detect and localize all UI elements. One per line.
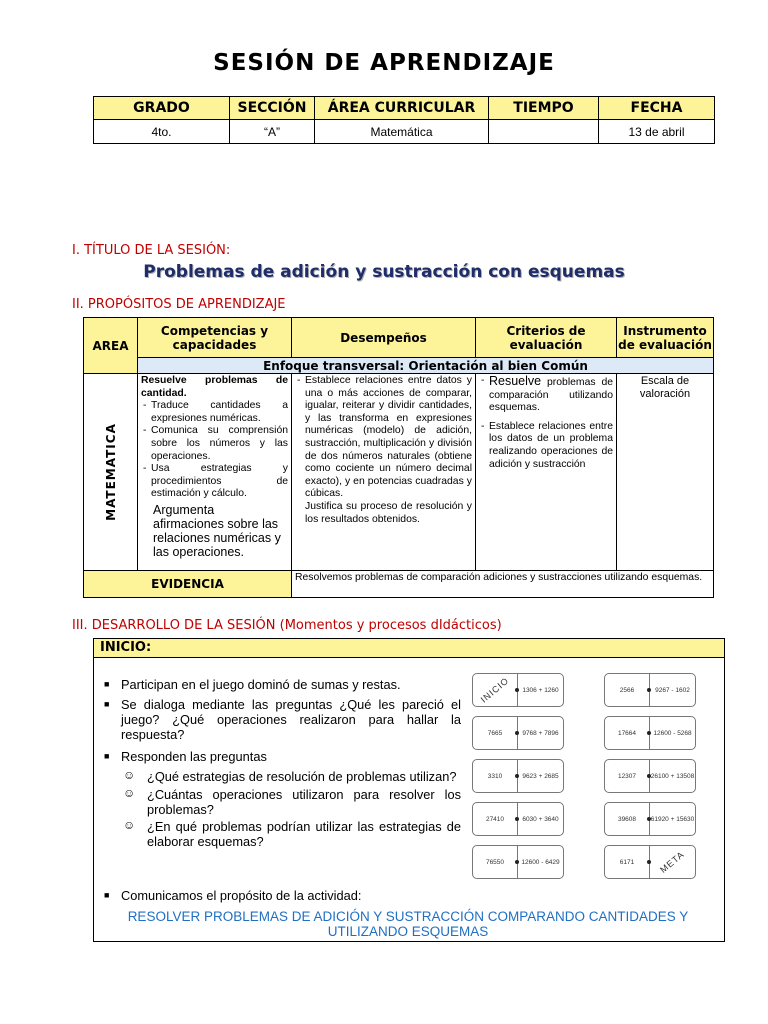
domino-left: 39608 xyxy=(617,815,637,823)
domino-right: 9267 - 1602 xyxy=(655,686,690,694)
domino-right: 12600 - 6429 xyxy=(521,858,560,866)
section-3-heading: III. DESARROLLO DE LA SESIÓN (Momentos y procesos dIdácticos) xyxy=(72,618,502,633)
domino-left: 7665 xyxy=(487,729,503,737)
domino-right: 26100 + 13508 xyxy=(650,772,695,780)
header-area: AREA xyxy=(84,318,138,374)
info-header-grado: GRADO xyxy=(94,97,230,120)
info-table xyxy=(93,96,715,144)
domino-left: 3310 xyxy=(487,772,503,780)
communicate-text: Comunicamos el propósito de la actividad: xyxy=(121,888,362,903)
info-value-tiempo xyxy=(489,120,599,144)
inicio-bullet: Responden las preguntas xyxy=(121,749,267,764)
session-title: Problemas de adición y sustracción con esquemas xyxy=(143,262,625,282)
info-value-fecha: 13 de abril xyxy=(599,120,715,144)
domino-left: 76550 xyxy=(485,858,505,866)
header-desempenos: Desempeños xyxy=(292,318,476,358)
question-item: ¿Qué estrategias de resolución de problemas utilizan? xyxy=(147,769,457,784)
instrumento-value: Escala de valoración xyxy=(639,375,691,400)
question-item: ¿Cuántas operaciones utilizaron para resolver los problemas? xyxy=(147,787,461,817)
domino-tile xyxy=(472,845,564,879)
domino-left: 2566 xyxy=(619,686,635,694)
enfoque-transversal: Enfoque transversal: Orientación al bien Común xyxy=(138,358,714,374)
info-header-fecha: FECHA xyxy=(599,97,715,120)
smiley-icon: ☺ xyxy=(123,818,136,832)
competencias-cell xyxy=(138,374,292,571)
domino-tile xyxy=(604,759,696,793)
domino-left: 27410 xyxy=(485,815,505,823)
desempeno-justifica: Justifica su proceso de resolución y los resultados obtenidos. xyxy=(305,500,472,525)
bullet-icon: ■ xyxy=(104,890,110,900)
domino-left: 6171 xyxy=(619,858,635,866)
desempeno-item: - Establece relaciones entre datos y una o más acciones de comparar, igualar, reiterar y dividir cantidades, y las transforma en expresiones numéricas (modelo) de adición, sustracción, multiplicación y división de dos números naturales (obtiene como cociente un número decimal exacto), y en potencias cuadradas y cúbicas. xyxy=(295,375,472,501)
domino-right: 6030 + 3640 xyxy=(522,815,559,823)
domino-tile xyxy=(604,845,696,879)
bullet-icon: ■ xyxy=(104,679,110,689)
evidencia-text: Resolvemos problemas de comparación adiciones y sustracciones utilizando esquemas. xyxy=(295,572,703,583)
evidencia-label: EVIDENCIA xyxy=(84,571,292,598)
competencia-title: Resuelve problemas de cantidad. xyxy=(141,375,288,399)
smiley-icon: ☺ xyxy=(123,786,136,800)
criterio-item: - Establece relaciones entre los datos de un problema realizando operaciones de adición y sustracción xyxy=(479,421,613,471)
domino-tile xyxy=(472,802,564,836)
bullet-icon: ■ xyxy=(104,699,110,709)
capacidad-argumenta: Argumenta afirmaciones sobre las relaciones numéricas y las operaciones. xyxy=(153,502,281,559)
inicio-box xyxy=(93,638,725,942)
domino-left: 17664 xyxy=(617,729,637,737)
info-value-seccion: “A” xyxy=(230,120,315,144)
domino-right: META xyxy=(658,849,687,875)
info-header-tiempo: TIEMPO xyxy=(489,97,599,120)
domino-tile xyxy=(604,716,696,750)
capacidad-item: - Traduce cantidades a expresiones numéricas. xyxy=(141,400,288,425)
info-header-seccion: SECCIÓN xyxy=(230,97,315,120)
domino-right: 9623 + 2685 xyxy=(522,772,559,780)
proposito-text: RESOLVER PROBLEMAS DE ADICIÓN Y SUSTRACCIÓN COMPARANDO CANTIDADES Y UTILIZANDO ESQUEMAS xyxy=(127,909,689,939)
info-value-area: Matemática xyxy=(315,120,489,144)
info-header-area: ÁREA CURRICULAR xyxy=(315,97,489,120)
purposes-table xyxy=(83,317,714,598)
bullet-icon: ■ xyxy=(104,751,110,761)
domino-left: 12307 xyxy=(617,772,637,780)
smiley-icon: ☺ xyxy=(123,768,136,782)
area-matematica: MATEMATICA xyxy=(103,423,118,521)
criterio-rest: problemas de comparación utilizando esquemas. xyxy=(489,377,613,414)
header-instrumento: Instrumento de evaluación xyxy=(617,318,714,358)
capacidad-item: - Usa estrategias y procedimientos de estimación y cálculo. xyxy=(141,463,288,501)
instrumento-cell xyxy=(617,374,714,571)
domino-right: 61920 + 15630 xyxy=(650,815,695,823)
header-criterios: Criterios de evaluación xyxy=(476,318,617,358)
domino-tile xyxy=(472,673,564,707)
domino-tile xyxy=(604,673,696,707)
info-value-grado: 4to. xyxy=(94,120,230,144)
domino-tile xyxy=(604,802,696,836)
criterio-resuelve: Resuelve xyxy=(489,374,542,388)
inicio-bullet: Participan en el juego dominó de sumas y restas. xyxy=(121,677,401,692)
criterio-item xyxy=(479,375,613,415)
question-item: ¿En qué problemas podrían utilizar las estrategias de elaborar esquemas? xyxy=(147,819,461,849)
desempenos-cell xyxy=(292,374,476,571)
inicio-bullet: Se dialoga mediante las preguntas ¿Qué les pareció el juego? ¿Qué operaciones realizaron para hallar la respuesta? xyxy=(121,697,461,742)
page-title: SESIÓN DE APRENDIZAJE xyxy=(213,50,555,76)
area-cell xyxy=(84,374,138,571)
domino-tile xyxy=(472,759,564,793)
capacidad-item: - Comunica su comprensión sobre los números y las operaciones. xyxy=(141,425,288,463)
criterios-cell xyxy=(476,374,617,571)
section-1-heading: I. TÍTULO DE LA SESIÓN: xyxy=(72,243,231,258)
domino-right: 1306 + 1260 xyxy=(522,686,559,694)
domino-left: INICIO xyxy=(478,675,512,705)
domino-tile xyxy=(472,716,564,750)
domino-right: 9768 + 7896 xyxy=(522,729,559,737)
domino-right: 12600 - 5268 xyxy=(653,729,692,737)
evidencia-cell xyxy=(292,571,714,598)
inicio-label: INICIO: xyxy=(94,639,724,658)
section-2-heading: II. PROPÓSITOS DE APRENDIZAJE xyxy=(72,297,286,312)
header-competencias: Competencias y capacidades xyxy=(138,318,292,358)
